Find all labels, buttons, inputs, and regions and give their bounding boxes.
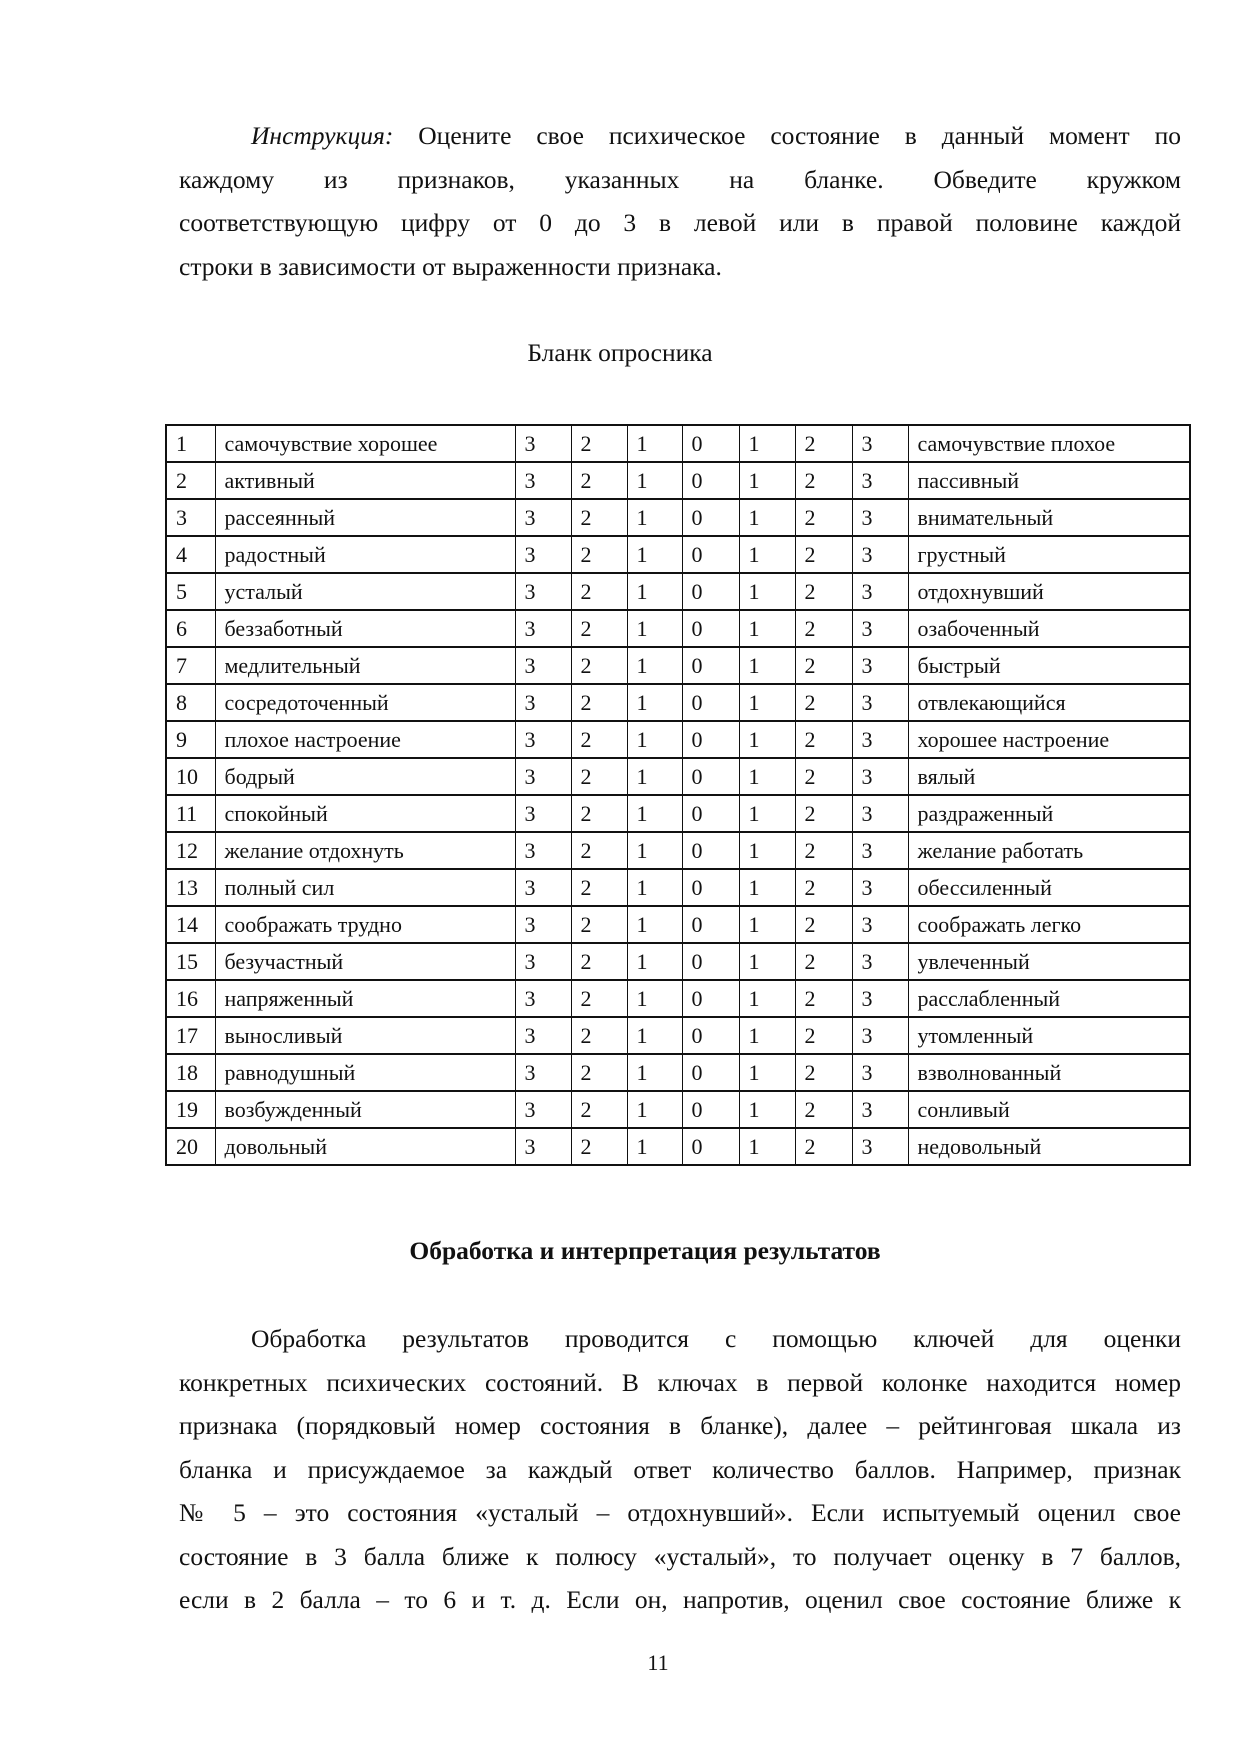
- scale-value: 1: [627, 573, 682, 610]
- row-number: 11: [166, 795, 215, 832]
- scale-value: 3: [852, 536, 908, 573]
- processing-line: признака (порядковый номер состояния в бланке), далее – рейтинговая шкала из: [179, 1411, 1181, 1440]
- scale-value: 3: [852, 1091, 908, 1128]
- scale-value: 2: [571, 536, 627, 573]
- row-number: 15: [166, 943, 215, 980]
- right-trait: отвлекающийся: [908, 684, 1190, 721]
- scale-value: 0: [682, 1091, 739, 1128]
- scale-value: 3: [515, 610, 571, 647]
- scale-value: 3: [852, 1128, 908, 1165]
- scale-value: 3: [852, 758, 908, 795]
- scale-value: 3: [852, 795, 908, 832]
- scale-value: 0: [682, 721, 739, 758]
- scale-value: 1: [627, 943, 682, 980]
- row-number: 2: [166, 462, 215, 499]
- scale-value: 3: [852, 610, 908, 647]
- scale-value: 1: [739, 499, 795, 536]
- row-number: 3: [166, 499, 215, 536]
- left-trait: напряженный: [215, 980, 515, 1017]
- row-number: 18: [166, 1054, 215, 1091]
- row-number: 4: [166, 536, 215, 573]
- scale-value: 3: [852, 425, 908, 462]
- right-trait: раздраженный: [908, 795, 1190, 832]
- scale-value: 3: [515, 536, 571, 573]
- right-trait: соображать легко: [908, 906, 1190, 943]
- scale-value: 3: [515, 647, 571, 684]
- right-trait: грустный: [908, 536, 1190, 573]
- scale-value: 2: [795, 647, 852, 684]
- scale-value: 1: [627, 1091, 682, 1128]
- left-trait: бодрый: [215, 758, 515, 795]
- scale-value: 1: [739, 425, 795, 462]
- scale-value: 3: [852, 906, 908, 943]
- scale-value: 2: [795, 721, 852, 758]
- row-number: 7: [166, 647, 215, 684]
- scale-value: 0: [682, 1128, 739, 1165]
- scale-value: 1: [739, 869, 795, 906]
- scale-value: 2: [795, 1091, 852, 1128]
- page-number: 11: [647, 1650, 669, 1675]
- scale-value: 1: [627, 721, 682, 758]
- left-trait: медлительный: [215, 647, 515, 684]
- table-row: [166, 684, 1190, 721]
- scale-value: 1: [739, 1017, 795, 1054]
- instruction-line: строки в зависимости от выраженности признака.: [179, 251, 722, 281]
- right-trait: расслабленный: [908, 980, 1190, 1017]
- scale-value: 2: [795, 499, 852, 536]
- scale-value: 1: [627, 425, 682, 462]
- row-number: 13: [166, 869, 215, 906]
- scale-value: 2: [795, 573, 852, 610]
- scale-value: 3: [515, 1054, 571, 1091]
- scale-value: 3: [515, 1128, 571, 1165]
- row-number: 8: [166, 684, 215, 721]
- scale-value: 2: [571, 758, 627, 795]
- scale-value: 1: [739, 573, 795, 610]
- scale-value: 0: [682, 1017, 739, 1054]
- left-trait: радостный: [215, 536, 515, 573]
- left-trait: довольный: [215, 1128, 515, 1165]
- processing-line: № 5 – это состояния «усталый – отдохнувший». Если испытуемый оценил свое: [179, 1498, 1181, 1527]
- scale-value: 3: [852, 462, 908, 499]
- scale-value: 1: [627, 499, 682, 536]
- scale-value: 3: [515, 573, 571, 610]
- scale-value: 1: [627, 906, 682, 943]
- scale-value: 3: [515, 906, 571, 943]
- scale-value: 0: [682, 980, 739, 1017]
- right-trait: пассивный: [908, 462, 1190, 499]
- scale-value: 1: [627, 1017, 682, 1054]
- right-trait: взволнованный: [908, 1054, 1190, 1091]
- scale-value: 1: [739, 721, 795, 758]
- scale-value: 0: [682, 795, 739, 832]
- scale-value: 3: [515, 499, 571, 536]
- scale-value: 3: [852, 943, 908, 980]
- scale-value: 3: [852, 647, 908, 684]
- scale-value: 3: [852, 573, 908, 610]
- scale-value: 1: [739, 1054, 795, 1091]
- scale-value: 0: [682, 684, 739, 721]
- scale-value: 2: [571, 1091, 627, 1128]
- scale-value: 1: [627, 536, 682, 573]
- right-trait: недовольный: [908, 1128, 1190, 1165]
- scale-value: 0: [682, 1054, 739, 1091]
- left-trait: соображать трудно: [215, 906, 515, 943]
- right-trait: утомленный: [908, 1017, 1190, 1054]
- left-trait: сосредоточенный: [215, 684, 515, 721]
- scale-value: 2: [571, 1054, 627, 1091]
- scale-value: 3: [852, 684, 908, 721]
- scale-value: 2: [795, 1017, 852, 1054]
- scale-value: 1: [739, 1128, 795, 1165]
- table-row: [166, 1091, 1190, 1128]
- scale-value: 2: [795, 832, 852, 869]
- scale-value: 3: [515, 1017, 571, 1054]
- scale-value: 1: [739, 758, 795, 795]
- scale-value: 3: [515, 1091, 571, 1128]
- row-number: 1: [166, 425, 215, 462]
- scale-value: 2: [795, 943, 852, 980]
- questionnaire-table: [165, 424, 1191, 1166]
- table-row: [166, 1017, 1190, 1054]
- scale-value: 1: [739, 1091, 795, 1128]
- instruction-line: соответствующую цифру от 0 до 3 в левой или в правой половине каждой: [179, 208, 1181, 237]
- table-row: [166, 647, 1190, 684]
- scale-value: 2: [571, 610, 627, 647]
- row-number: 17: [166, 1017, 215, 1054]
- scale-value: 3: [852, 869, 908, 906]
- row-number: 20: [166, 1128, 215, 1165]
- row-number: 6: [166, 610, 215, 647]
- instruction-line: [179, 114, 1181, 158]
- scale-value: 1: [739, 906, 795, 943]
- right-trait: самочувствие плохое: [908, 425, 1190, 462]
- scale-value: 1: [739, 536, 795, 573]
- scale-value: 2: [571, 499, 627, 536]
- scale-value: 1: [627, 462, 682, 499]
- processing-line: бланка и присуждаемое за каждый ответ количество баллов. Например, признак: [179, 1454, 1181, 1484]
- left-trait: спокойный: [215, 795, 515, 832]
- scale-value: 2: [571, 573, 627, 610]
- scale-value: 1: [739, 980, 795, 1017]
- scale-value: 0: [682, 647, 739, 684]
- scale-value: 3: [515, 684, 571, 721]
- scale-value: 3: [515, 721, 571, 758]
- row-number: 16: [166, 980, 215, 1017]
- scale-value: 1: [739, 943, 795, 980]
- scale-value: 1: [627, 1128, 682, 1165]
- instruction-text: Оцените свое психическое состояние в данный момент по: [393, 121, 1181, 150]
- right-trait: желание работать: [908, 832, 1190, 869]
- scale-value: 0: [682, 832, 739, 869]
- scale-value: 2: [571, 1017, 627, 1054]
- table-row: [166, 573, 1190, 610]
- table-row: [166, 721, 1190, 758]
- row-number: 10: [166, 758, 215, 795]
- scale-value: 3: [852, 499, 908, 536]
- right-trait: внимательный: [908, 499, 1190, 536]
- scale-value: 1: [627, 647, 682, 684]
- scale-value: 2: [795, 906, 852, 943]
- left-trait: самочувствие хорошее: [215, 425, 515, 462]
- left-trait: равнодушный: [215, 1054, 515, 1091]
- table-row: [166, 980, 1190, 1017]
- scale-value: 2: [571, 943, 627, 980]
- scale-value: 0: [682, 462, 739, 499]
- scale-value: 2: [571, 1128, 627, 1165]
- section-heading: Обработка и интерпретация результатов: [409, 1236, 881, 1265]
- left-trait: активный: [215, 462, 515, 499]
- left-trait: полный сил: [215, 869, 515, 906]
- table-row: [166, 906, 1190, 943]
- scale-value: 2: [571, 795, 627, 832]
- scale-value: 2: [795, 462, 852, 499]
- scale-value: 0: [682, 425, 739, 462]
- scale-value: 2: [795, 425, 852, 462]
- table-row: [166, 758, 1190, 795]
- scale-value: 2: [571, 647, 627, 684]
- scale-value: 3: [852, 1017, 908, 1054]
- table-row: [166, 943, 1190, 980]
- scale-value: 2: [571, 425, 627, 462]
- scale-value: 2: [795, 795, 852, 832]
- scale-value: 2: [571, 869, 627, 906]
- scale-value: 3: [515, 832, 571, 869]
- scale-value: 3: [515, 980, 571, 1017]
- table-row: [166, 832, 1190, 869]
- left-trait: рассеянный: [215, 499, 515, 536]
- right-trait: увлеченный: [908, 943, 1190, 980]
- scale-value: 1: [739, 610, 795, 647]
- scale-value: 2: [795, 758, 852, 795]
- scale-value: 2: [571, 721, 627, 758]
- scale-value: 2: [795, 980, 852, 1017]
- scale-value: 1: [627, 758, 682, 795]
- scale-value: 3: [515, 425, 571, 462]
- table-row: [166, 795, 1190, 832]
- scale-value: 2: [571, 462, 627, 499]
- instruction-paragraph: [179, 114, 1181, 288]
- scale-value: 3: [515, 943, 571, 980]
- right-trait: хорошее настроение: [908, 721, 1190, 758]
- scale-value: 0: [682, 906, 739, 943]
- form-title: Бланк опросника: [527, 338, 713, 367]
- scale-value: 2: [795, 1054, 852, 1091]
- scale-value: 0: [682, 943, 739, 980]
- scale-value: 0: [682, 758, 739, 795]
- scale-value: 1: [739, 647, 795, 684]
- scale-value: 1: [627, 1054, 682, 1091]
- left-trait: выносливый: [215, 1017, 515, 1054]
- scale-value: 2: [571, 906, 627, 943]
- processing-line: конкретных психических состояний. В ключах в первой колонке находится номер: [179, 1367, 1181, 1397]
- table-row: [166, 1128, 1190, 1165]
- scale-value: 0: [682, 869, 739, 906]
- right-trait: отдохнувший: [908, 573, 1190, 610]
- left-trait: усталый: [215, 573, 515, 610]
- scale-value: 0: [682, 536, 739, 573]
- right-trait: обессиленный: [908, 869, 1190, 906]
- scale-value: 1: [739, 684, 795, 721]
- scale-value: 0: [682, 499, 739, 536]
- scale-value: 1: [627, 832, 682, 869]
- scale-value: 2: [571, 684, 627, 721]
- scale-value: 2: [795, 1128, 852, 1165]
- scale-value: 3: [852, 1054, 908, 1091]
- row-number: 5: [166, 573, 215, 610]
- right-trait: сонливый: [908, 1091, 1190, 1128]
- scale-value: 3: [852, 832, 908, 869]
- scale-value: 1: [739, 795, 795, 832]
- table-row: [166, 1054, 1190, 1091]
- processing-paragraph: [179, 1317, 1181, 1622]
- scale-value: 2: [795, 684, 852, 721]
- scale-value: 3: [852, 980, 908, 1017]
- row-number: 14: [166, 906, 215, 943]
- scale-value: 1: [627, 684, 682, 721]
- scale-value: 1: [627, 869, 682, 906]
- table-row: [166, 610, 1190, 647]
- left-trait: желание отдохнуть: [215, 832, 515, 869]
- scale-value: 3: [515, 758, 571, 795]
- scale-value: 3: [852, 721, 908, 758]
- row-number: 12: [166, 832, 215, 869]
- scale-value: 2: [795, 869, 852, 906]
- row-number: 19: [166, 1091, 215, 1128]
- row-number: 9: [166, 721, 215, 758]
- scale-value: 1: [739, 832, 795, 869]
- right-trait: вялый: [908, 758, 1190, 795]
- scale-value: 2: [571, 832, 627, 869]
- scale-value: 2: [571, 980, 627, 1017]
- processing-line: если в 2 балла – то 6 и т. д. Если он, напротив, оценил свое состояние ближе к: [179, 1585, 1181, 1614]
- scale-value: 2: [795, 536, 852, 573]
- table-row: [166, 869, 1190, 906]
- processing-line: состояние в 3 балла ближе к полюсу «усталый», то получает оценку в 7 баллов,: [179, 1541, 1181, 1571]
- left-trait: плохое настроение: [215, 721, 515, 758]
- processing-line: Обработка результатов проводится с помощью ключей для оценки: [251, 1324, 1181, 1353]
- scale-value: 3: [515, 795, 571, 832]
- instruction-line: каждому из признаков, указанных на бланке. Обведите кружком: [179, 164, 1181, 194]
- scale-value: 0: [682, 610, 739, 647]
- left-trait: безучастный: [215, 943, 515, 980]
- scale-value: 1: [627, 610, 682, 647]
- scale-value: 3: [515, 462, 571, 499]
- right-trait: быстрый: [908, 647, 1190, 684]
- table-row: [166, 425, 1190, 462]
- scale-value: 1: [739, 462, 795, 499]
- scale-value: 3: [515, 869, 571, 906]
- table-row: [166, 462, 1190, 499]
- left-trait: возбужденный: [215, 1091, 515, 1128]
- scale-value: 1: [627, 795, 682, 832]
- table-row: [166, 536, 1190, 573]
- scale-value: 1: [627, 980, 682, 1017]
- left-trait: беззаботный: [215, 610, 515, 647]
- right-trait: озабоченный: [908, 610, 1190, 647]
- table-row: [166, 499, 1190, 536]
- scale-value: 0: [682, 573, 739, 610]
- scale-value: 2: [795, 610, 852, 647]
- instruction-label: Инструкция:: [251, 121, 394, 150]
